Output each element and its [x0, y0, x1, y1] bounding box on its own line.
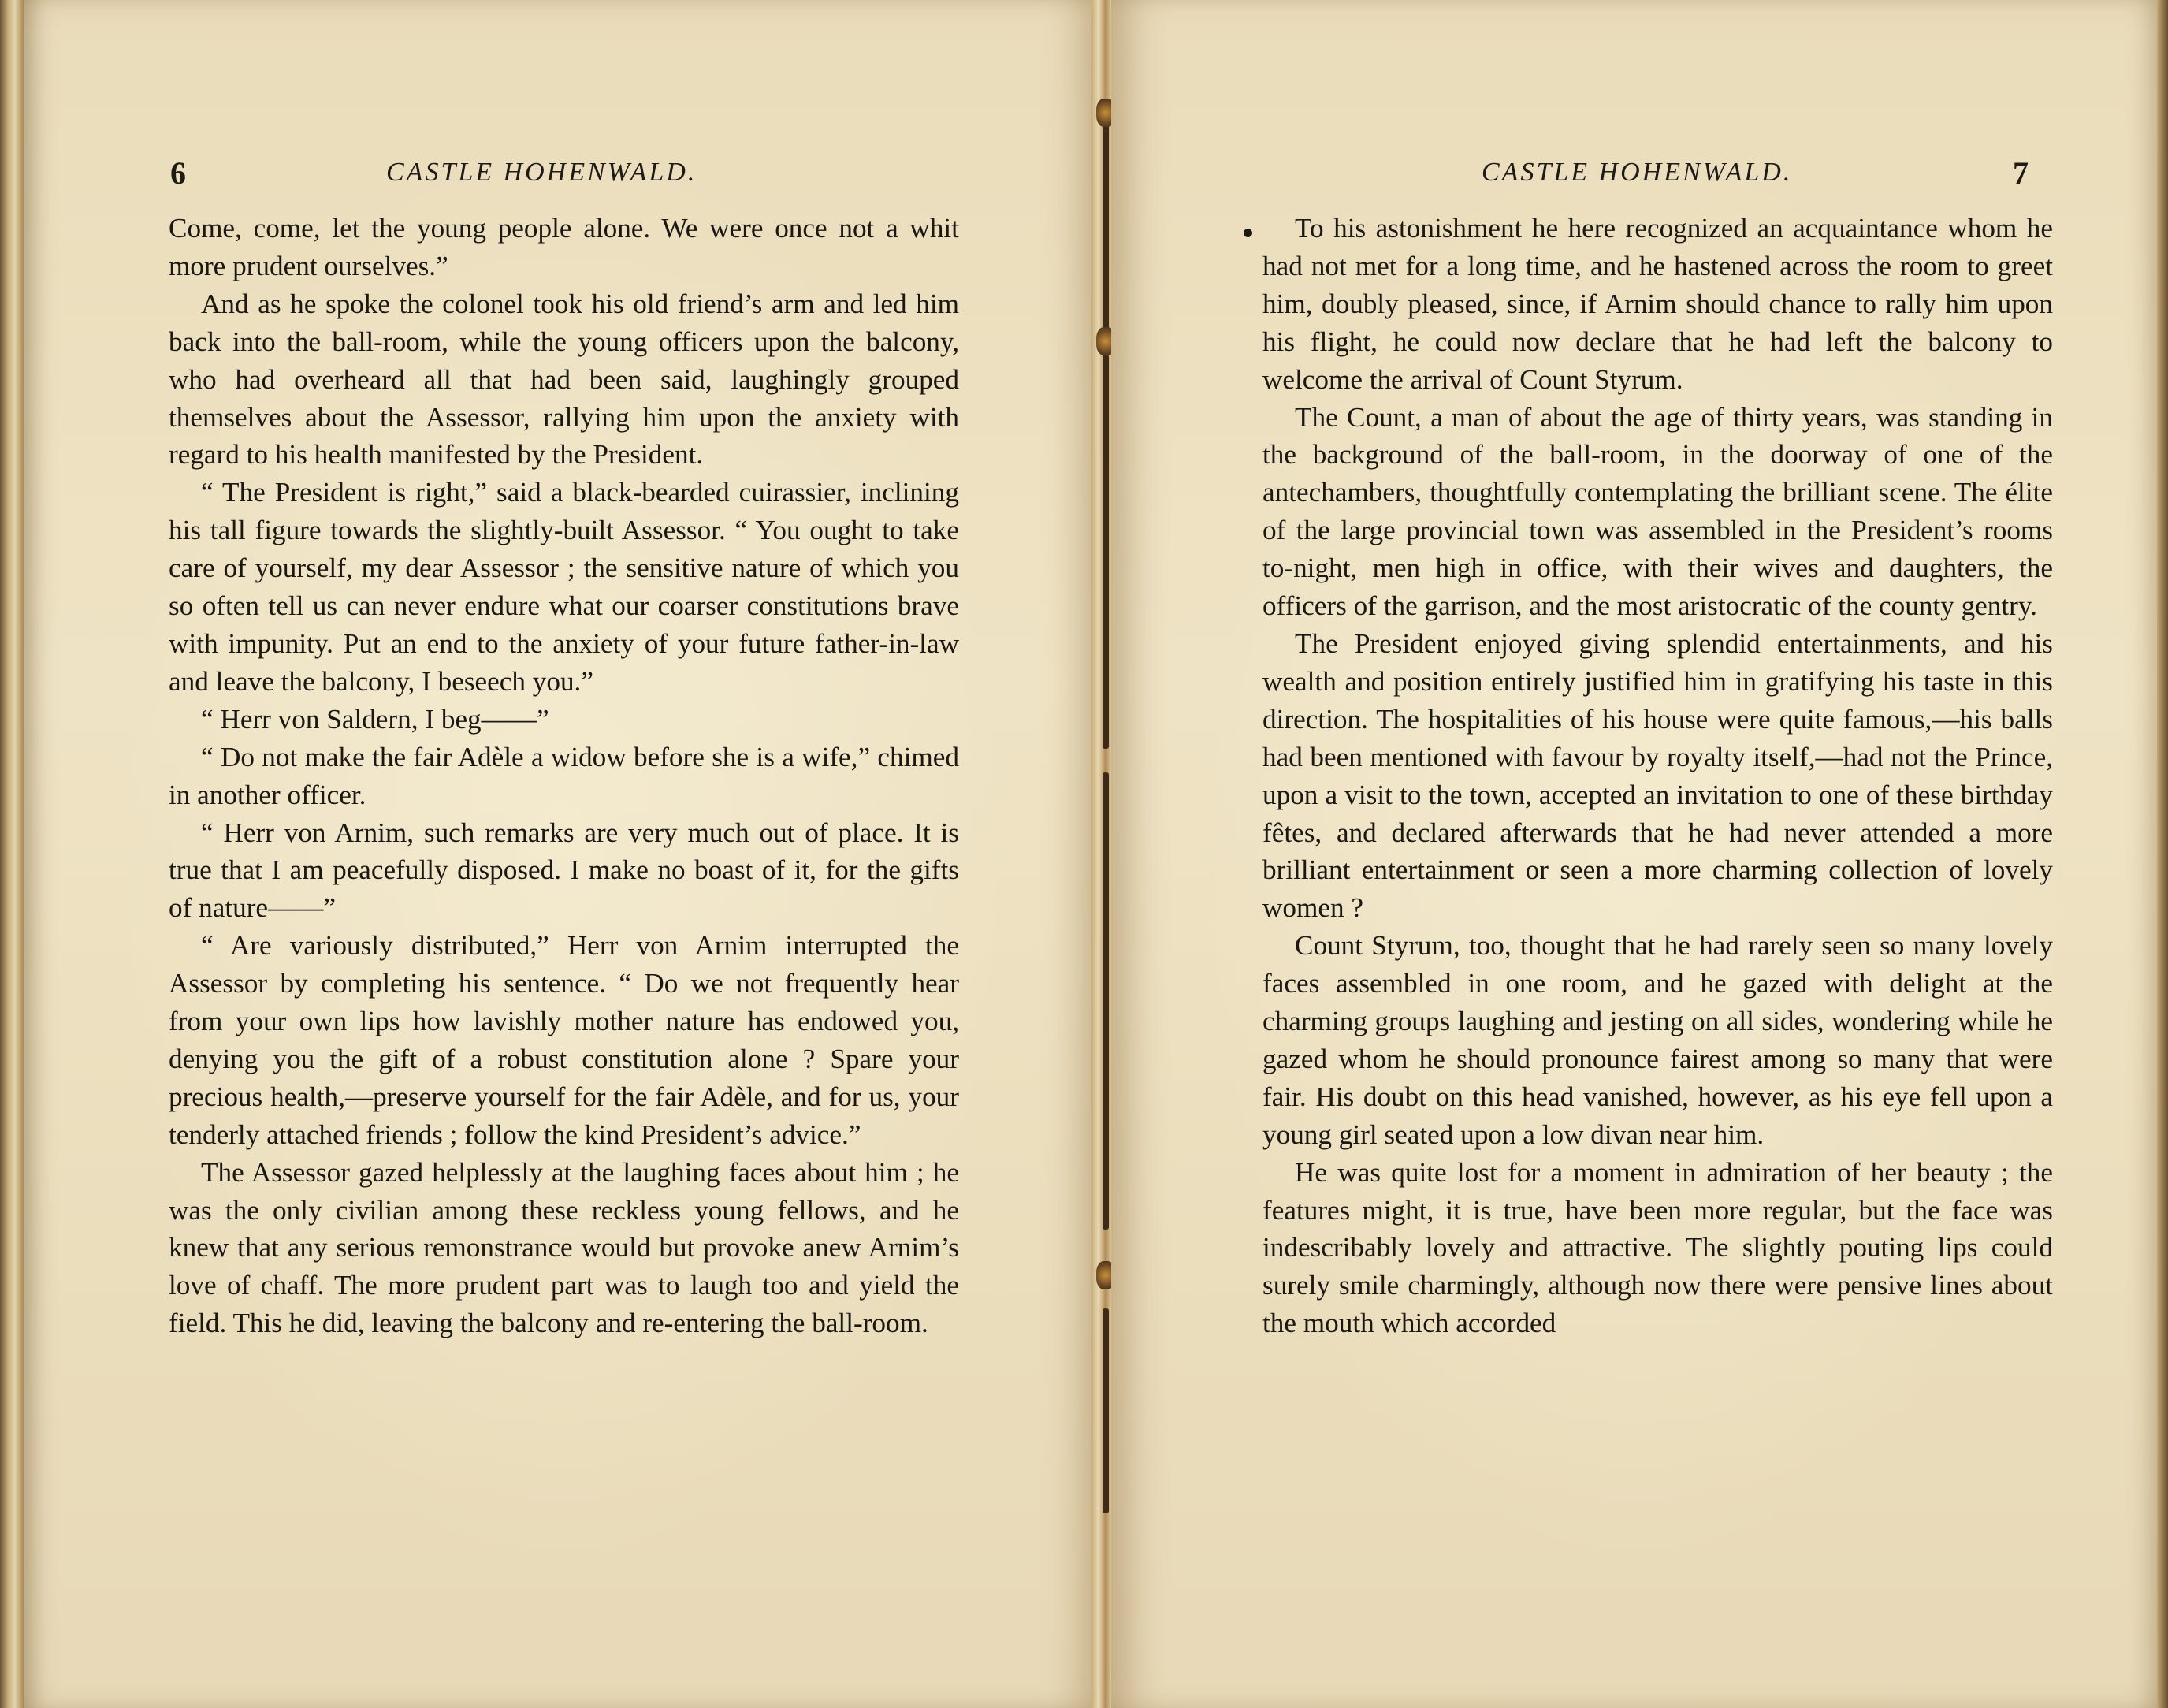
right-page: [1111, 0, 2159, 1708]
right-page-body: [1262, 210, 2053, 1342]
left-running-title: CASTLE HOHENWALD.: [386, 158, 697, 187]
right-paragraph-5: He was quite lost for a moment in admiration of her beauty ; the features might, it is true, have been more regular, but the face was indescribably lovely and attractive. The slightly pouting lips could surely smile charmingly, although now there were pensive lines about the mouth which accorded: [1262, 1156, 2053, 1339]
left-page-body: [169, 210, 959, 1342]
right-paragraph-3: The President enjoyed giving splendid entertainments, and his wealth and position entirely justified him in gratifying his taste in this direction. The hospitalities of his house were quite famous,—his balls had been mentioned with favour by royalty itself,—had not the Prince, upon a visit to the town, accepted an invitation to one of these birthday fêtes, and declared afterwards that he had never attended a more brilliant entertainment or seen a more charming collection of lovely women ?: [1262, 627, 2053, 924]
left-page-number: 6: [170, 155, 186, 191]
left-paragraph-8: The Assessor gazed helplessly at the laughing faces about him ; he was the only civilian among these reckless young fellows, and he knew that any serious remonstrance would but provoke anew Arnim’s love of chaff. The more prudent part was to laugh too and yield the field. This he did, leaving the balcony and re-entering the ball-room.: [169, 1156, 959, 1339]
left-paragraph-2: And as he spoke the colonel took his old friend’s arm and led him back into the ball-room, while the young officers upon the balcony, who had overheard all that had been said, laughingly grouped themselves about the Assessor, rallying him upon the anxiety with regard to his health manifested by the President.: [169, 288, 959, 471]
left-page: [24, 0, 1101, 1708]
margin-mark: [1244, 229, 1252, 237]
left-paragraph-1: Come, come, let the young people alone. We were once not a whit more prudent ourselves.”: [169, 213, 959, 281]
left-paragraph-3: “ The President is right,” said a black-bearded cuirassier, inclining his tall figure towards the slightly-built Assessor. “ You ought to take care of yourself, my dear Assessor ; the sensitive nature of which you so often tell us can never endure what our coarser constitutions brave with impunity. Put an end to the anxiety of your future father-in-law and leave the balcony, I beseech you.”: [169, 477, 959, 697]
right-page-number: 7: [2013, 155, 2029, 191]
left-paragraph-7: “ Are variously distributed,” Herr von Arnim interrupted the Assessor by completing his sentence. “ Do we not frequently hear from your own lips how lavishly mother nature has endowed you, denying you the gift of a robust constitution alone ? Spare your precious health,—preserve yourself for the fair Adèle, and for us, your tenderly attached friends ; follow the kind President’s advice.”: [169, 930, 959, 1150]
binding-thread: [1103, 118, 1109, 339]
right-book-edge: [2157, 0, 2168, 1708]
left-paragraph-5: “ Do not make the fair Adèle a widow before she is a wife,” chimed in another officer.: [169, 741, 959, 810]
left-paragraph-4: “ Herr von Saldern, I beg——”: [201, 703, 549, 735]
left-paragraph-6: “ Herr von Arnim, such remarks are very much out of place. It is true that I am peacefully disposed. I make no boast of it, for the gifts of nature——”: [169, 817, 959, 924]
binding-thread: [1103, 1308, 1109, 1513]
right-paragraph-4: Count Styrum, too, thought that he had rarely seen so many lovely faces assembled in one room, and he gazed with delight at the charming groups laughing and jesting on all sides, wondering while he gazed whom he should pronounce fairest among so many that were fair. His doubt on this head vanished, however, as his eye fell upon a young girl seated upon a low divan near him.: [1262, 930, 2053, 1150]
binding-thread: [1103, 772, 1109, 1230]
left-book-edge: [0, 0, 27, 1708]
right-paragraph-2: The Count, a man of about the age of thirty years, was standing in the background of the ball-room, in the doorway of one of the antechambers, thoughtfully contemplating the brilliant scene. The élite of the large provincial town was assembled in the President’s rooms to-night, men high in office, with their wives and daughters, the officers of the garrison, and the most aristocratic of the county gentry.: [1262, 401, 2053, 622]
right-running-title: CASTLE HOHENWALD.: [1482, 158, 1793, 187]
binding-thread: [1103, 355, 1109, 749]
right-paragraph-1: To his astonishment he here recognized an acquaintance whom he had not met for a long time, and he hastened across the room to greet him, doubly pleased, since, if Arnim should chance to rally him upon his flight, he could now declare that he had left the balcony to welcome the arrival of Count Styrum.: [1262, 213, 2053, 395]
